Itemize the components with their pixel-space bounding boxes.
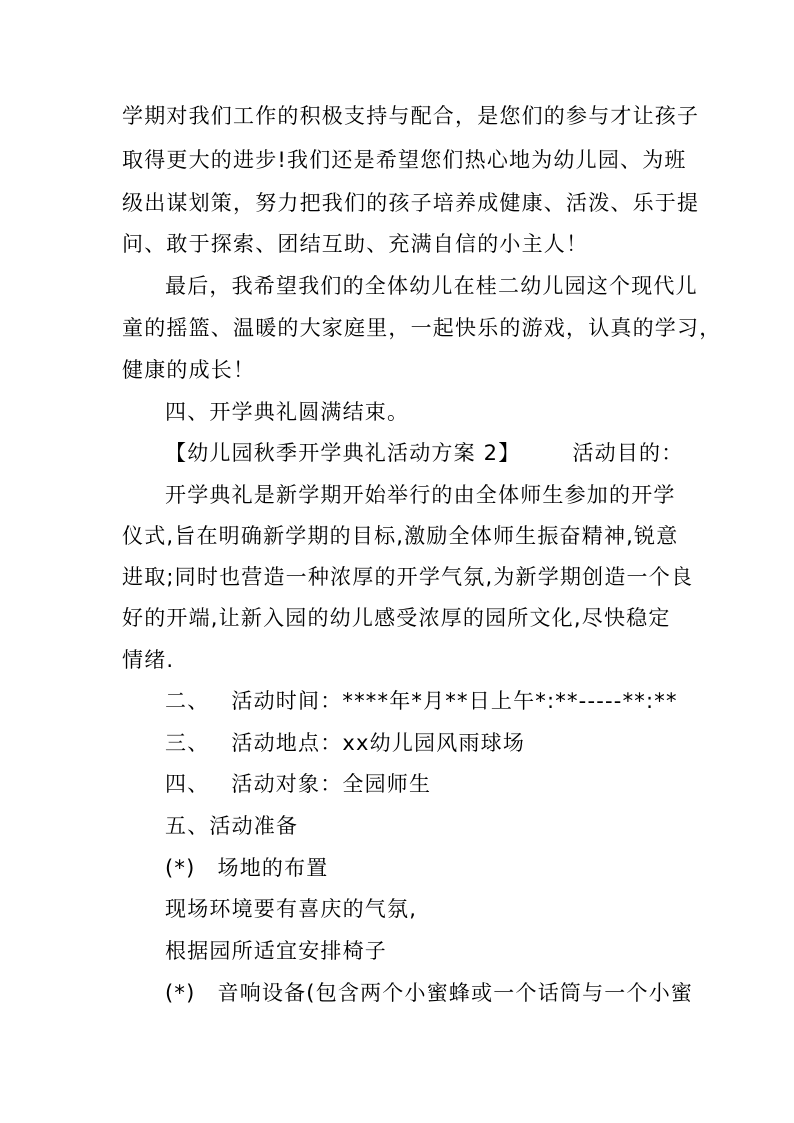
paragraph-line: 童的摇篮、温暖的大家庭里，一起快乐的游戏，认真的学习，: [122, 316, 722, 340]
list-item: [165, 771, 431, 797]
paragraph-line: 根据园所适宜安排椅子: [165, 939, 387, 963]
paragraph-line: 进取;同时也营造一种浓厚的开学气氛,为新学期创造一个良: [122, 565, 694, 589]
prep-item: [165, 855, 329, 881]
purpose-label: 活动目的：: [572, 441, 684, 465]
paragraph-line: 取得更大的进步!我们还是希望您们热心地为幼儿园、为班: [122, 148, 687, 172]
list-item-text: 活动地点：xx幼儿园风雨球场: [231, 731, 526, 755]
list-item-text: 活动对象：全园师生: [231, 772, 432, 796]
list-item: [165, 688, 678, 714]
paragraph-line: 最后，我希望我们的全体幼儿在桂二幼儿园这个现代儿: [165, 274, 698, 298]
paragraph-line: 仪式,旨在明确新学期的目标,激励全体师生振奋精神,锐意: [122, 524, 679, 548]
list-item-number: 四、: [165, 772, 210, 796]
prep-item-title: 音响设备(包含两个小蜜蜂或一个话筒与一个小蜜: [217, 981, 694, 1005]
paragraph-line: 好的开端,让新入园的幼儿感受浓厚的园所文化,尽快稳定: [122, 606, 671, 630]
plan-title: 【幼儿园秋季开学典礼活动方案 2】: [165, 441, 521, 465]
list-item-text: 活动时间：****年*月**日上午*:**-----**:**: [231, 689, 678, 713]
list-item-number: 二、: [165, 689, 210, 713]
prep-item-number: (*): [165, 981, 196, 1005]
list-item-number: 三、: [165, 731, 210, 755]
prep-item-title: 场地的布置: [217, 856, 329, 880]
paragraph-line: 开学典礼是新学期开始举行的由全体师生参加的开学: [165, 483, 676, 507]
section-heading: 五、活动准备: [165, 814, 299, 838]
prep-item-number: (*): [165, 856, 196, 880]
paragraph-line: 级出谋划策，努力把我们的孩子培养成健康、活泼、乐于提: [122, 191, 700, 215]
list-item: [165, 730, 525, 756]
paragraph-line: 健康的成长！: [122, 358, 256, 382]
paragraph-line: 情绪.: [122, 648, 175, 672]
prep-item: [165, 980, 693, 1006]
paragraph-line: 现场环境要有喜庆的气氛,: [165, 897, 418, 921]
paragraph-line: 问、敢于探索、团结互助、充满自信的小主人！: [122, 232, 589, 256]
plan-title-line: [165, 440, 683, 466]
section-heading: 四、开学典礼圆满结束。: [165, 400, 410, 424]
paragraph-line: 学期对我们工作的积极支持与配合，是您们的参与才让孩子: [122, 104, 700, 128]
